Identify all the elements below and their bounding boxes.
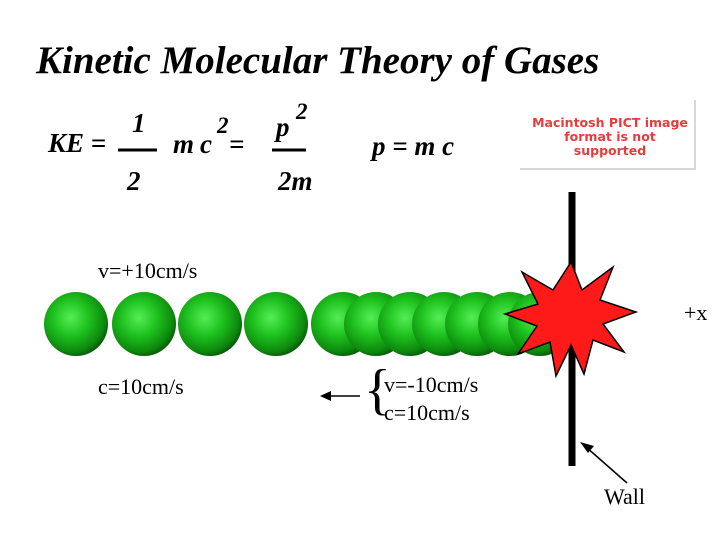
molecule (44, 292, 108, 356)
momentum-exponent: 2 (296, 99, 308, 124)
speed-label: c=10cm/s (98, 374, 184, 399)
rebound-velocity-label: v=-10cm/s (384, 372, 479, 397)
ke-label: KE = (48, 128, 107, 158)
mass-symbol: m (173, 129, 195, 159)
speed-exponent: 2 (217, 113, 229, 138)
wall-pointer-arrow (586, 447, 627, 483)
momentum-equation: p = m c (372, 131, 455, 161)
molecule (112, 292, 176, 356)
rebound-speed-label: c=10cm/s (384, 400, 470, 425)
pict-placeholder-text: Macintosh PICT image format is not supported (532, 115, 688, 158)
molecule (244, 292, 308, 356)
fraction-2-denominator: 2m (278, 166, 313, 196)
slide-title: Kinetic Molecular Theory of Gases (36, 39, 600, 82)
speed-symbol: c (200, 129, 212, 159)
rebound-brace: { (364, 359, 391, 421)
incoming-velocity-label: v=+10cm/s (98, 258, 198, 283)
fraction-1-numerator: 1 (132, 108, 146, 138)
wall-label: Wall (604, 484, 645, 509)
momentum-symbol: p (276, 112, 290, 142)
rebound-arrow-head (320, 391, 331, 401)
fraction-1-denominator: 2 (127, 166, 141, 196)
equals-sign: = (229, 129, 245, 159)
molecule (178, 292, 242, 356)
axis-label: +x (684, 300, 708, 325)
